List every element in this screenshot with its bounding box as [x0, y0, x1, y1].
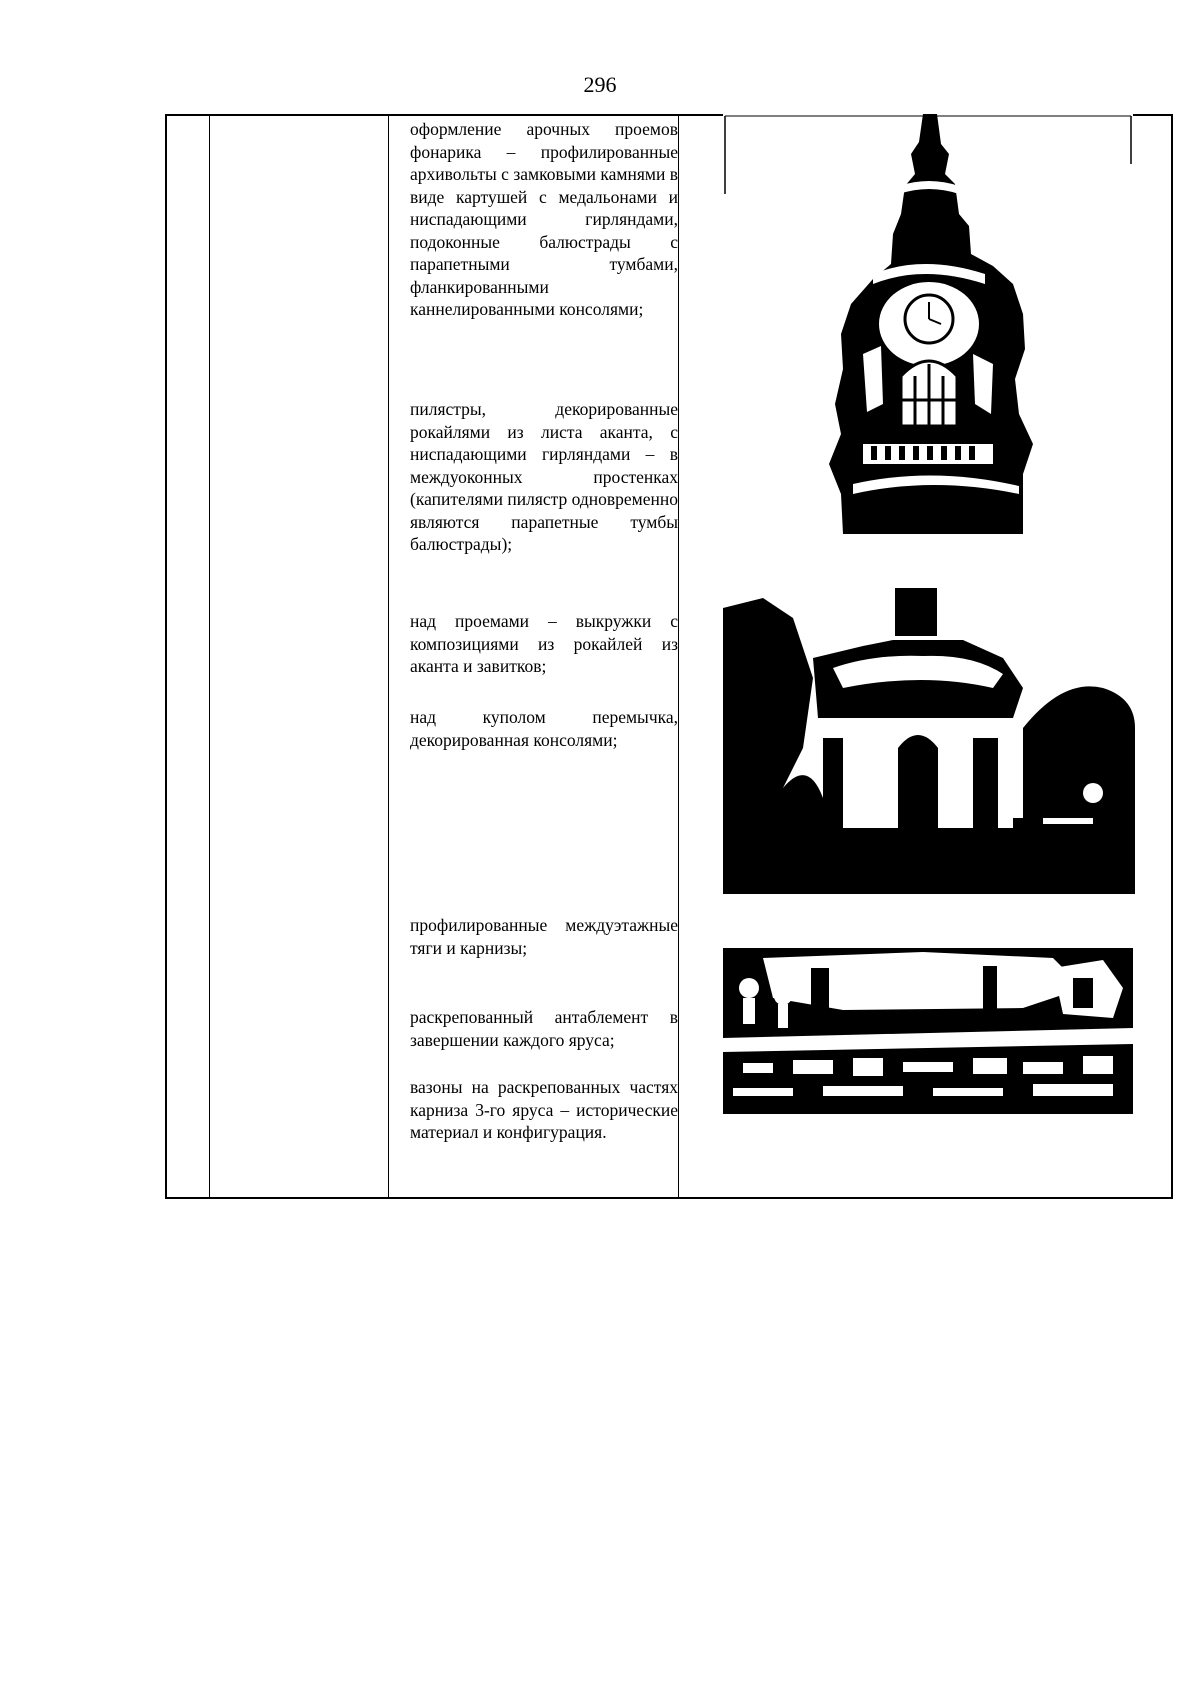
- cornice-photo: [723, 948, 1133, 1114]
- description-paragraph: оформление арочных проемов фонарика – профилированные архивольты с замковыми камнями в виде картушей с медальонами и ниспадающими гирляндами, подоконные балюстрады с парапетными тумбами, фланкированными каннелированными консолями;: [410, 119, 678, 319]
- tower-photo: [723, 114, 1133, 534]
- description-paragraph: пилястры, декорированные рокайлями из листа аканта, с ниспадающими гирляндами – в междуоконных простенках (капителями пилястр одновременно являются парапетные тумбы балюстрады);: [410, 399, 678, 554]
- facade-photo: [723, 588, 1135, 894]
- description-paragraph: над куполом перемычка, декорированная консолями;: [410, 707, 678, 750]
- description-column: [398, 116, 688, 1197]
- description-paragraph: раскрепованный антаблемент в завершении каждого яруса;: [410, 1007, 678, 1050]
- description-paragraph: над проемами – выкружки с композициями из рокайлей из аканта и завитков;: [410, 611, 678, 676]
- column-divider-1: [209, 116, 210, 1197]
- description-paragraph: вазоны на раскрепованных частях карниза 3-го яруса – исторические материал и конфигурация.: [410, 1077, 678, 1142]
- page-number: 296: [583, 72, 617, 97]
- description-paragraph: профилированные междуэтажные тяги и карнизы;: [410, 915, 678, 958]
- column-divider-2: [388, 116, 389, 1197]
